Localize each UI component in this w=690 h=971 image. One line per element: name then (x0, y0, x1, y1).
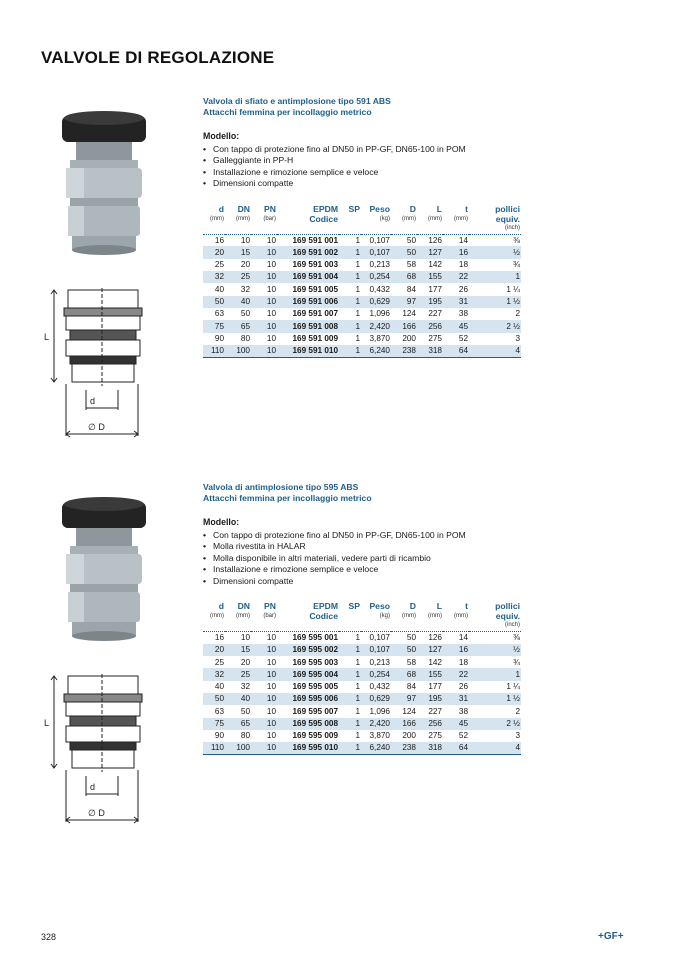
table-row (203, 234, 521, 246)
table-cell: 26 (458, 284, 468, 294)
table-cell: 124 (402, 309, 416, 319)
col-d: d (218, 601, 224, 612)
table-cell: 2 ½ (469, 718, 521, 730)
table-cell: 1 ¼ (506, 682, 520, 692)
table-cell: 14 (458, 235, 468, 245)
table-cell: 16 (443, 246, 469, 258)
col-epdm: EPDM (313, 203, 338, 214)
table-cell: ⅜ (513, 235, 520, 245)
table-cell: 97 (391, 296, 417, 308)
feature-item: • Dimensioni compatte (203, 178, 523, 189)
table-row (203, 730, 521, 742)
table-cell: 84 (406, 682, 416, 692)
table-row (203, 681, 521, 693)
table-cell: 14 (458, 633, 468, 643)
col-pn: PN (264, 203, 276, 214)
table-cell: 10 (251, 345, 277, 357)
table-cell: 169 595 007 (292, 706, 338, 716)
table-cell: 10 (266, 260, 276, 270)
table-cell: 1 (339, 320, 361, 332)
unit-mm: (mm) (402, 613, 416, 620)
table-cell: 18 (458, 657, 468, 667)
table-cell: 10 (251, 718, 277, 730)
table-row (203, 246, 521, 258)
col-D: D (409, 203, 416, 214)
table-cell: 0,629 (361, 693, 391, 705)
table-cell: 20 (240, 657, 250, 667)
table-cell: 110 (203, 742, 225, 754)
table-cell: 0,432 (369, 284, 390, 294)
table-cell: 80 (240, 333, 250, 343)
table-cell: 256 (417, 320, 443, 332)
table-row (203, 283, 521, 295)
gf-logo: +GF+ (598, 931, 624, 942)
unit-mm: (mm) (454, 613, 468, 620)
table-cell: 275 (428, 333, 442, 343)
table-cell: 166 (391, 320, 417, 332)
dimension-label-d: d (90, 782, 96, 792)
dimension-label-D: ∅ D (88, 422, 105, 432)
table-row (203, 296, 521, 308)
table-cell: 1 (339, 668, 361, 680)
table-cell: 10 (266, 284, 276, 294)
table-cell: 227 (428, 706, 442, 716)
table-cell: 256 (417, 718, 443, 730)
table-cell: 1 (355, 706, 360, 716)
table-cell: 40 (214, 682, 224, 692)
table-cell: 1 (339, 345, 361, 357)
table-cell: 31 (443, 296, 469, 308)
col-pn: PN (264, 601, 276, 612)
table-cell: 65 (225, 718, 251, 730)
table-cell: 4 (469, 742, 521, 754)
table-cell: 0,432 (369, 682, 390, 692)
table-cell: 3 (515, 333, 520, 343)
table-cell: 32 (203, 668, 225, 680)
table-cell: 1 (469, 668, 521, 680)
table-cell: 10 (251, 742, 277, 754)
table-cell: 142 (428, 260, 442, 270)
table-cell: 1 (355, 333, 360, 343)
table-cell: 169 595 006 (277, 693, 339, 705)
model-heading: Modello: (203, 131, 240, 141)
table-cell: 50 (203, 693, 225, 705)
table-cell: 1 (355, 657, 360, 667)
table-row (203, 742, 521, 754)
table-cell: 75 (203, 320, 225, 332)
table-cell: 1 (355, 260, 360, 270)
table-cell: 169 591 003 (292, 260, 338, 270)
table-row (203, 705, 521, 717)
table-cell: 166 (391, 718, 417, 730)
feature-item: • Molla rivestita in HALAR (203, 541, 523, 552)
table-cell: 169 591 001 (292, 235, 338, 245)
table-cell: ½ (469, 246, 521, 258)
table-cell: 169 591 002 (277, 246, 339, 258)
table-row (203, 656, 521, 668)
table-cell: 1 (355, 235, 360, 245)
page-number: 328 (41, 932, 57, 942)
table-cell: 169 591 006 (277, 296, 339, 308)
col-equiv: equiv. (495, 213, 520, 224)
unit-inch: (inch) (469, 224, 521, 235)
table-cell: ½ (469, 644, 521, 656)
table-cell: 2 ½ (469, 320, 521, 332)
table-cell: 0,254 (361, 668, 391, 680)
table-cell: 1 (339, 246, 361, 258)
col-t: t (465, 601, 468, 612)
col-pollici: pollici (495, 203, 520, 214)
table-cell: 127 (417, 644, 443, 656)
table-cell: 1 (469, 271, 521, 283)
table-cell: 10 (251, 693, 277, 705)
table-cell: 97 (391, 693, 417, 705)
table-cell: 1 (355, 633, 360, 643)
section-subtitle-2: Attacchi femmina per incollaggio metrico (203, 493, 372, 503)
table-cell: 0,254 (361, 271, 391, 283)
table-cell: 20 (240, 260, 250, 270)
feature-item: • Con tappo di protezione fino al DN50 in PP-GF, DN65-100 in POM (203, 144, 523, 155)
table-cell: 126 (428, 633, 442, 643)
table-cell: 10 (251, 296, 277, 308)
table-cell: 10 (251, 668, 277, 680)
table-cell: 58 (406, 260, 416, 270)
table-cell: 45 (443, 320, 469, 332)
table-cell: 169 595 001 (292, 633, 338, 643)
table-cell: 169 595 009 (292, 731, 338, 741)
table-cell: 10 (240, 235, 250, 245)
table-cell: 3,870 (369, 333, 390, 343)
table-cell: 2 (515, 706, 520, 716)
unit-bar: (bar) (263, 215, 276, 222)
table-cell: 200 (402, 333, 416, 343)
table-cell: 238 (391, 345, 417, 357)
table-cell: 40 (225, 693, 251, 705)
spec-table (203, 204, 521, 358)
table-row (203, 345, 521, 357)
table-cell: 80 (240, 731, 250, 741)
table-cell: 68 (391, 271, 417, 283)
table-cell: 1 (355, 682, 360, 692)
table-cell: 6,240 (361, 345, 391, 357)
table-cell: 1 (339, 296, 361, 308)
table-cell: 15 (225, 644, 251, 656)
table-cell: 15 (225, 246, 251, 258)
table-cell: 10 (266, 235, 276, 245)
col-peso: Peso (369, 601, 390, 612)
table-cell: 38 (458, 309, 468, 319)
table-row (203, 259, 521, 271)
table-cell: 64 (443, 345, 469, 357)
table-cell: 63 (214, 706, 224, 716)
table-row (203, 632, 521, 644)
table-cell: 25 (214, 260, 224, 270)
spec-table (203, 601, 521, 755)
table-cell: 155 (417, 668, 443, 680)
col-L: L (436, 203, 442, 214)
table-cell: 50 (240, 309, 250, 319)
table-cell: 68 (391, 668, 417, 680)
table-cell: 38 (458, 706, 468, 716)
table-cell: 3,870 (369, 731, 390, 741)
table-cell: 10 (251, 644, 277, 656)
table-cell: 1,096 (369, 706, 390, 716)
feature-item: • Installazione e rimozione semplice e veloce (203, 564, 523, 575)
table-cell: 127 (417, 246, 443, 258)
table-cell: 10 (266, 731, 276, 741)
unit-mm: (mm) (236, 613, 250, 620)
dimension-label-L: L (44, 718, 50, 728)
table-cell: ¾ (513, 657, 520, 667)
table-cell: 45 (443, 718, 469, 730)
table-cell: 1 (339, 742, 361, 754)
table-cell: 75 (203, 718, 225, 730)
table-cell: 2 (515, 309, 520, 319)
unit-mm: (mm) (454, 215, 468, 222)
table-cell: 16 (443, 644, 469, 656)
table-cell: 155 (417, 271, 443, 283)
table-cell: 1 (339, 271, 361, 283)
table-cell: 64 (443, 742, 469, 754)
table-cell: ⅜ (513, 633, 520, 643)
table-cell: 25 (214, 657, 224, 667)
table-cell: 169 595 008 (277, 718, 339, 730)
table-cell: 22 (443, 668, 469, 680)
table-cell: 100 (225, 345, 251, 357)
table-cell: 6,240 (361, 742, 391, 754)
table-cell: 4 (469, 345, 521, 357)
table-cell: 200 (402, 731, 416, 741)
feature-list (203, 144, 523, 190)
table-row (203, 308, 521, 320)
table-cell: 195 (417, 296, 443, 308)
table-cell: 22 (443, 271, 469, 283)
unit-inch: (inch) (469, 621, 521, 632)
unit-kg: (kg) (379, 215, 390, 222)
section-subtitle: Valvola di sfiato e antimplosione tipo 591 ABS (203, 96, 391, 106)
col-pollici: pollici (495, 601, 520, 612)
table-cell: 100 (225, 742, 251, 754)
table-cell: 2,420 (361, 320, 391, 332)
table-cell: 52 (458, 333, 468, 343)
table-row (203, 644, 521, 656)
table-cell: 50 (391, 246, 417, 258)
table-cell: 10 (240, 633, 250, 643)
table-cell: 0,213 (369, 260, 390, 270)
unit-mm: (mm) (210, 215, 224, 222)
table-cell: 58 (406, 657, 416, 667)
table-cell: 0,629 (361, 296, 391, 308)
table-cell: 126 (428, 235, 442, 245)
table-cell: 169 591 005 (292, 284, 338, 294)
table-cell: 110 (203, 345, 225, 357)
unit-mm: (mm) (402, 215, 416, 222)
table-cell: 32 (203, 271, 225, 283)
table-cell: 169 595 010 (277, 742, 339, 754)
table-cell: 10 (251, 246, 277, 258)
col-t: t (465, 203, 468, 214)
table-cell: 50 (406, 235, 416, 245)
valve-technical-drawing (42, 672, 152, 832)
table-cell: 318 (417, 345, 443, 357)
col-d: d (218, 203, 224, 214)
unit-bar: (bar) (263, 613, 276, 620)
table-cell: 169 591 009 (292, 333, 338, 343)
section-subtitle: Valvola di antimplosione tipo 595 ABS (203, 482, 359, 492)
dimension-label-D: ∅ D (88, 808, 105, 818)
table-cell: 25 (225, 668, 251, 680)
table-cell: 84 (406, 284, 416, 294)
table-cell: 32 (240, 284, 250, 294)
table-cell: 169 591 008 (277, 320, 339, 332)
table-cell: 65 (225, 320, 251, 332)
table-cell: 10 (266, 333, 276, 343)
table-cell: 18 (458, 260, 468, 270)
feature-item: • Dimensioni compatte (203, 576, 523, 587)
table-row (203, 718, 521, 730)
col-sp: SP (348, 203, 360, 214)
unit-kg: (kg) (379, 613, 390, 620)
table-cell: 1,096 (369, 309, 390, 319)
table-cell: 1 (355, 284, 360, 294)
col-peso: Peso (369, 203, 390, 214)
table-row (203, 320, 521, 332)
table-cell: 0,107 (361, 644, 391, 656)
table-cell: 40 (225, 296, 251, 308)
table-cell: 90 (214, 731, 224, 741)
table-cell: 25 (225, 271, 251, 283)
table-cell: 10 (266, 706, 276, 716)
table-cell: 90 (214, 333, 224, 343)
table-cell: 20 (203, 644, 225, 656)
table-cell: 50 (203, 296, 225, 308)
table-cell: 16 (214, 235, 224, 245)
table-cell: 169 595 003 (292, 657, 338, 667)
col-D: D (409, 601, 416, 612)
col-equiv: equiv. (495, 611, 520, 622)
col-sp: SP (348, 601, 360, 612)
table-cell: 124 (402, 706, 416, 716)
table-cell: 169 591 004 (277, 271, 339, 283)
table-cell: 10 (266, 657, 276, 667)
col-codice: Codice (309, 213, 338, 224)
table-cell: 20 (203, 246, 225, 258)
table-cell: 169 591 007 (292, 309, 338, 319)
table-cell: 52 (458, 731, 468, 741)
table-row (203, 693, 521, 705)
table-cell: 1 ½ (469, 693, 521, 705)
table-cell: 1 (339, 693, 361, 705)
table-cell: 10 (251, 271, 277, 283)
table-cell: 177 (428, 682, 442, 692)
table-cell: 169 595 004 (277, 668, 339, 680)
table-cell: 2,420 (361, 718, 391, 730)
table-cell: 227 (428, 309, 442, 319)
unit-mm: (mm) (428, 613, 442, 620)
table-cell: ¾ (513, 260, 520, 270)
feature-item: • Molla disponibile in altri materiali, vedere parti di ricambio (203, 553, 523, 564)
unit-mm: (mm) (210, 613, 224, 620)
col-dn: DN (237, 601, 250, 612)
table-cell: 0,107 (361, 246, 391, 258)
table-cell: 50 (406, 633, 416, 643)
table-cell: 1 (339, 718, 361, 730)
table-row (203, 333, 521, 345)
table-cell: 0,107 (369, 633, 390, 643)
dimension-label-L: L (44, 332, 50, 342)
table-cell: 318 (417, 742, 443, 754)
table-cell: 1 ½ (469, 296, 521, 308)
table-cell: 0,107 (369, 235, 390, 245)
model-heading: Modello: (203, 517, 240, 527)
table-row (203, 271, 521, 283)
section-subtitle-2: Attacchi femmina per incollaggio metrico (203, 107, 372, 117)
table-cell: 50 (240, 706, 250, 716)
table-cell: 10 (251, 320, 277, 332)
table-cell: 31 (443, 693, 469, 705)
feature-item: • Galleggiante in PP-H (203, 155, 523, 166)
table-cell: 1 (355, 731, 360, 741)
valve-technical-drawing (42, 286, 152, 446)
table-cell: 195 (417, 693, 443, 705)
valve-photo (58, 104, 150, 259)
table-cell: 10 (266, 633, 276, 643)
feature-item: • Con tappo di protezione fino al DN50 in PP-GF, DN65-100 in POM (203, 530, 523, 541)
table-cell: 142 (428, 657, 442, 667)
table-cell: 1 (355, 309, 360, 319)
table-cell: 26 (458, 682, 468, 692)
table-cell: 275 (428, 731, 442, 741)
table-cell: 50 (391, 644, 417, 656)
table-cell: 10 (266, 309, 276, 319)
table-cell: 63 (214, 309, 224, 319)
table-cell: 3 (515, 731, 520, 741)
col-dn: DN (237, 203, 250, 214)
feature-item: • Installazione e rimozione semplice e veloce (203, 167, 523, 178)
table-cell: 32 (240, 682, 250, 692)
col-L: L (436, 601, 442, 612)
table-cell: 169 595 005 (292, 682, 338, 692)
table-row (203, 668, 521, 680)
table-cell: 0,213 (369, 657, 390, 667)
table-cell: 177 (428, 284, 442, 294)
valve-photo (58, 490, 150, 645)
table-cell: 1 ¼ (506, 284, 520, 294)
dimension-label-d: d (90, 396, 96, 406)
feature-list (203, 530, 523, 587)
unit-mm: (mm) (236, 215, 250, 222)
col-epdm: EPDM (313, 601, 338, 612)
table-cell: 1 (339, 644, 361, 656)
table-cell: 10 (266, 682, 276, 692)
table-cell: 40 (214, 284, 224, 294)
table-cell: 238 (391, 742, 417, 754)
page-title: VALVOLE DI REGOLAZIONE (41, 48, 275, 67)
unit-mm: (mm) (428, 215, 442, 222)
table-cell: 16 (214, 633, 224, 643)
table-cell: 169 591 010 (277, 345, 339, 357)
table-cell: 169 595 002 (277, 644, 339, 656)
col-codice: Codice (309, 611, 338, 622)
